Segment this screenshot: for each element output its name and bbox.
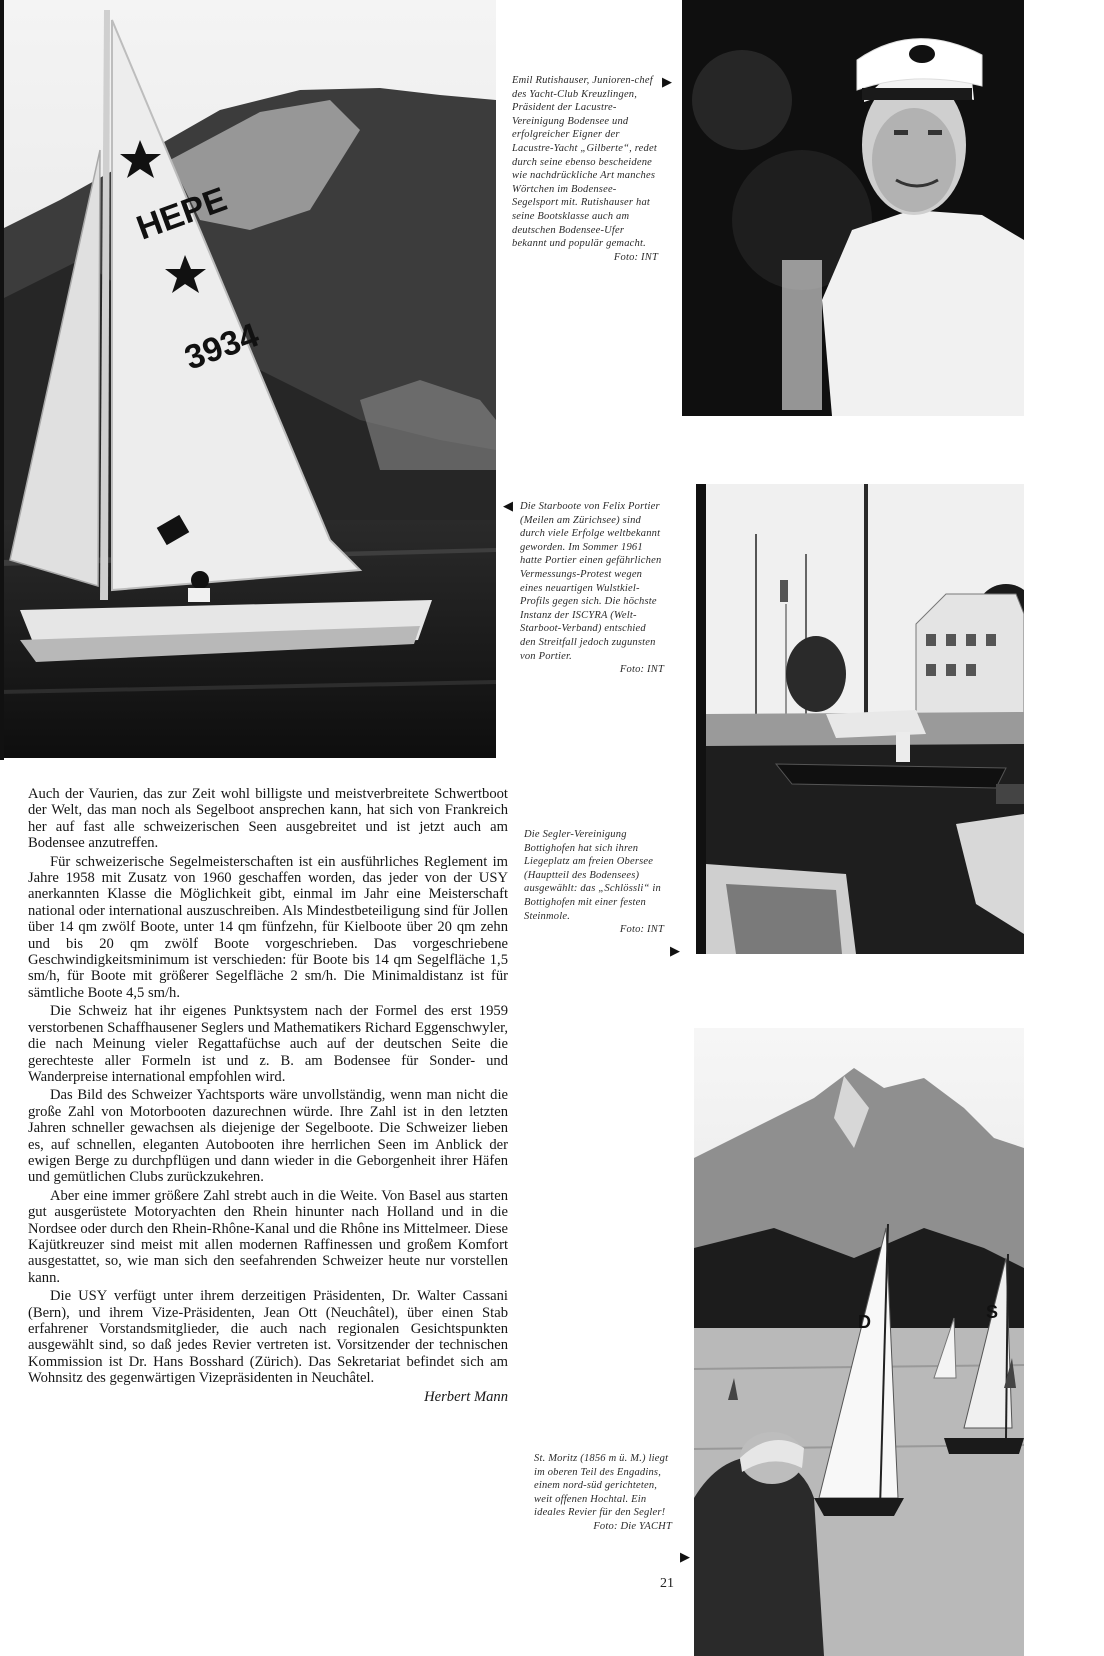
photo-edge-shadow	[0, 0, 4, 760]
star-boats-caption-text: Die Starboote von Felix Portier (Meilen am Zürichsee) sind durch viele Erfolge weltbekannt geworden. Im Sommer 1961 hatte Portier einen gefährlichen Vermessungs-Protest wegen eines neuartigen Wulstkiel-Profils gegen sich. Die höchste Instanz der ISCYRA (Welt-Starboot-Verband) entschied den Streitfall jedoch zugunsten von Portier.	[520, 501, 662, 662]
sail-mark-3: D	[858, 1312, 871, 1332]
article-paragraph: Auch der Vaurien, das zur Zeit wohl billigste und meistverbreitete Schwertboot der Welt, das man noch als Segelboot ansprechen kann, hat sich von Frankreich her auf fast alle schweizerischen Seen ausgebreitet und ist jetzt auch am Bodensee anzutreffen.	[28, 786, 508, 852]
st-moritz-illustration	[694, 1028, 1024, 1656]
arrow-right-icon: ▶	[662, 74, 672, 89]
author-signature: Herbert Mann	[424, 1388, 508, 1405]
article-paragraph: Das Bild des Schweizer Yachtsports wäre unvollständig, wenn man nicht die große Zahl von Motorbooten dazurechnen würde. Ihre Zahl ist in den letzten Jahren schneller gewachsen als diejenige der Segelboote. Die Schweizer lieben es, auf schnellen, eleganten Autobooten ihre herrlichen Seen im Anblick der ewigen Berge zu durchpflügen und dann wieder in die Geborgenheit ihrer Häfen und gemütlichen Clubs zurückzukehren.	[28, 1087, 508, 1186]
star-boat-photo	[0, 0, 496, 758]
article-paragraph: Die USY verfügt unter ihrem derzeitigen Präsidenten, Dr. Walter Cassani (Bern), und ihrem Vize-Präsidenten, Jean Ott (Neuchâtel), über einen Stab erfahrener Vorstandsmitglieder, die auch nach regionalen Gesichtspunkten ausgewählt sind, so daß jedes Revier vertreten ist. Vorsitzender der technischen Kommission ist Dr. Hans Bosshard (Zürich). Das Sekretariat befindet sich am Wohnsitz des gegenwärtigen Vizepräsidenten in Neuchâtel.	[28, 1288, 508, 1387]
st-moritz-photo	[694, 1028, 1024, 1656]
st-moritz-caption-text: St. Moritz (1856 m ü. M.) liegt im oberen Teil des Engadins, einem nord-süd gerichteten, weit offenen Hochtal. Ein ideales Revier für den Segler!	[534, 1453, 669, 1519]
bottighofen-caption-text: Die Segler-Vereinigung Bottighofen hat sich ihren Liegeplatz am freien Obersee (Hauptteil des Bodensees) ausgewählt: das „Schlössli“ in Bottighofen mit einer festen Steinmole.	[524, 829, 661, 922]
article-body	[28, 786, 508, 1405]
harbor-photo	[696, 484, 1024, 954]
st-moritz-caption-credit: Foto: Die YACHT	[593, 1520, 672, 1532]
sail-mark-2: 3934	[179, 315, 264, 378]
article-paragraph: Aber eine immer größere Zahl strebt auch in die Weite. Von Basel aus starten gut ausgerüstete Motoryachten den Rhein hinunter nach Holland und in die Nordsee oder durch den Rhein-Rhône-Kanal und die Rhône ins Mittelmeer. Diese Kajütkreuzer sind meist mit allen modernen Raffinessen und großem Komfort ausgestattet, so, wie man sich den seefahrenden Schweizer heute nur vorstellen kann.	[28, 1187, 508, 1286]
star-boat-illustration	[0, 0, 496, 758]
harbor-illustration	[696, 484, 1024, 954]
article-paragraph: Für schweizerische Segelmeisterschaften ist ein ausführliches Reglement im Jahre 1958 mit Zusatz von 1960 geschaffen worden, das jeder von der USY anerkannten Klasse die Möglichkeit gibt, einmal im Jahr eine Meisterschaft national oder international auszuschreiben. Als Mindestbeteiligung sind für Jollen über 14 qm zwölf Boote, unter 14 qm fünfzehn, für Kielboote über 20 qm zehn und bis 20 qm zwölf Boote vorgeschrieben. Das vorgeschriebene Geschwindigkeitsminimum ist verschieden: für Boote bis 14 qm Segelfläche 1,5 sm/h, für Boote mit größerer Segelfläche 2 sm/h. Die Minimaldistanz ist für sämtliche Boote 4,5 sm/h.	[28, 853, 508, 1001]
article-paragraph: Die Schweiz hat ihr eigenes Punktsystem nach der Formel des erst 1959 verstorbenen Schaffhausener Seglers und Mathematikers Richard Eggenschwyler, die nach Meinung vieler Regattafüchse auch auf der deutschen Seite die gerechteste aller Formeln ist und z. B. am Bodensee für Sonder- und Wanderpreise international empfohlen wird.	[28, 1003, 508, 1085]
bottighofen-caption	[524, 828, 664, 937]
arrow-left-icon: ◀	[503, 498, 513, 513]
portrait-caption	[512, 74, 658, 264]
star-boats-caption-credit: Foto: INT	[619, 664, 664, 676]
arrow-right-icon: ▶	[680, 1549, 690, 1564]
portrait-caption-credit: Foto: INT	[613, 251, 658, 263]
page-number: 21	[660, 1576, 674, 1591]
portrait-photo	[682, 0, 1024, 416]
star-boats-caption	[520, 500, 664, 677]
st-moritz-caption	[534, 1452, 672, 1534]
sail-mark-4: S	[986, 1302, 999, 1322]
portrait-illustration	[682, 0, 1024, 416]
portrait-caption-text: Emil Rutishauser, Junioren-chef des Yacht-Club Kreuzlingen, Präsident der Lacustre-Vereinigung Bodensee und erfolgreicher Eigner der Lacustre-Yacht „Gilberte“, redet durch seine ebenso bescheidene wie nachdrückliche Art manches Wörtchen im Bodensee-Segelsport mit. Rutishauser hat seine Bootsklasse auch am deutschen Bodensee-Ufer bekannt und populär gemacht.	[512, 75, 657, 250]
arrow-right-icon: ▶	[670, 943, 680, 958]
bottighofen-caption-credit: Foto: INT	[619, 924, 664, 936]
sail-mark-1: HEPE	[131, 180, 232, 248]
